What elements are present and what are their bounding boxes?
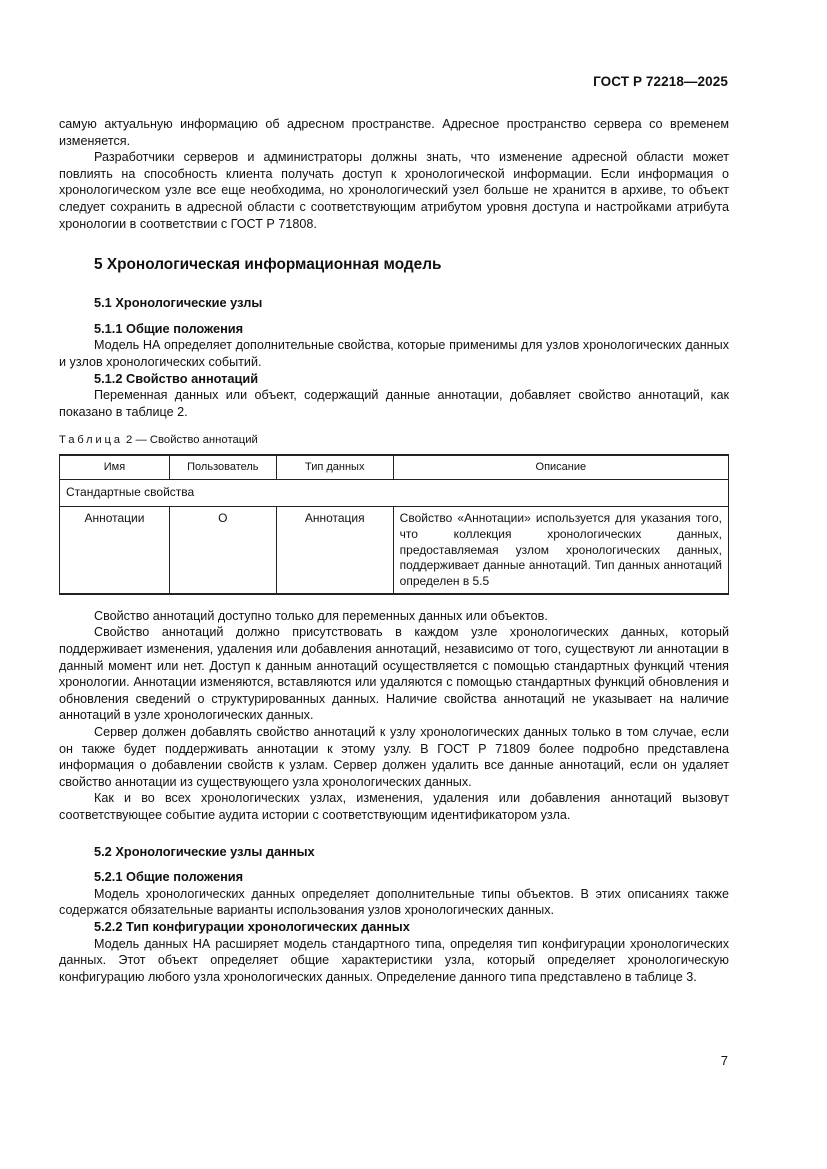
table-caption bbox=[59, 432, 729, 449]
cell-user: О bbox=[169, 506, 276, 593]
paragraph: Разработчики серверов и администраторы должны знать, что изменение адресной области может повлиять на способность клиента получать доступ к хронологической информации. Если информация о хронологическом узле все еще необходима, но хронологический узел больше не хранится в архиве, то объект следует сохранить в адресной области с соответствующим атрибутом уровня доступа и настройками атрибута хронологии в соответствии с ГОСТ Р 71808. bbox=[59, 150, 729, 231]
column-header-name: Имя bbox=[60, 455, 170, 480]
paragraph: Свойство аннотаций доступно только для переменных данных или объектов. bbox=[94, 608, 548, 623]
section-heading-5-1-2: 5.1.2 Свойство аннотаций bbox=[94, 370, 259, 386]
paragraph: Свойство аннотаций должно присутствовать в каждом узле хронологических данных, который поддерживает изменения, удаления или добавления аннотаций, независимо от того, существуют ли аннотации в данный момент или нет. Доступ к данным аннотаций осуществляется с помощью стандартных функций чтения хронологии. Аннотации изменяются, вставляются или удаляются с помощью стандартных функций обновления и обновления сведений о структурированных данных. Наличие свойства аннотаций не указывает на наличие аннотаций в узле хронологических данных. bbox=[59, 625, 729, 723]
section-heading-5-1: 5.1 Хронологические узлы bbox=[94, 295, 263, 311]
table-caption-title: 2 — Свойство аннотаций bbox=[122, 434, 258, 447]
paragraph: Как и во всех хронологических узлах, изменения, удаления или добавления аннотаций вызовут соответствующее событие аудита истории с соответствующим идентификатором узла. bbox=[59, 791, 729, 823]
cell-description: Свойство «Аннотации» используется для указания того, что коллекция хронологических данных, предоставляемая узлом хронологических данных, поддерживает данные аннотаций. Тип данных аннотаций определен в 5.5 bbox=[393, 506, 728, 593]
cell-name: Аннотации bbox=[60, 506, 170, 593]
section-heading-5: 5 Хронологическая информационная модель bbox=[94, 256, 442, 274]
section-heading-5-2-1: 5.2.1 Общие положения bbox=[94, 869, 244, 885]
page-number: 7 bbox=[720, 1053, 728, 1068]
table-header-row bbox=[60, 455, 729, 480]
table-row bbox=[60, 506, 729, 593]
group-label: Стандартные свойства bbox=[60, 480, 729, 507]
annotations-property-table bbox=[59, 454, 729, 595]
paragraph: Сервер должен добавлять свойство аннотаций к узлу хронологических данных только в том случае, если он также будет поддерживать аннотации к этому узлу. В ГОСТ Р 71809 более подробно представлена информация о добавлении свойств к узлам. Сервер должен удалить все данные аннотаций, если он удаляет свойство аннотации из существующего узла хронологических данных. bbox=[59, 725, 729, 789]
table-group-row bbox=[60, 480, 729, 507]
table-caption-prefix: Таблица bbox=[59, 434, 123, 447]
cell-data-type: Аннотация bbox=[276, 506, 393, 593]
page-body bbox=[59, 116, 729, 985]
paragraph: Модель хронологических данных определяет дополнительные типы объектов. В этих описаниях также содержатся обязательные варианты использования узлов хронологических данных. bbox=[59, 886, 729, 918]
paragraph: Переменная данных или объект, содержащий данные аннотации, добавляет свойство аннотаций, как показано в таблице 2. bbox=[59, 388, 729, 419]
section-heading-5-2: 5.2 Хронологические узлы данных bbox=[94, 843, 315, 859]
paragraph: Модель НА определяет дополнительные свойства, которые применимы для узлов хронологических данных и узлов хронологических событий. bbox=[59, 338, 729, 369]
column-header-description: Описание bbox=[393, 455, 728, 480]
section-heading-5-2-2: 5.2.2 Тип конфигурации хронологических данных bbox=[94, 918, 410, 934]
paragraph: самую актуальную информацию об адресном пространстве. Адресное пространство сервера со временем изменяется. bbox=[59, 117, 729, 148]
paragraph: Модель данных НА расширяет модель стандартного типа, определяя тип конфигурации хронологических данных. Этот объект определяет общие характеристики узла, который определяет хронологическую конфигурацию любого узла хронологических данных. Определение данного типа представлено в таблице 3. bbox=[59, 936, 729, 984]
column-header-user: Пользователь bbox=[169, 455, 276, 480]
section-heading-5-1-1: 5.1.1 Общие положения bbox=[94, 320, 244, 336]
document-id-header: ГОСТ Р 72218—2025 bbox=[593, 74, 728, 89]
column-header-data-type: Тип данных bbox=[276, 455, 393, 480]
